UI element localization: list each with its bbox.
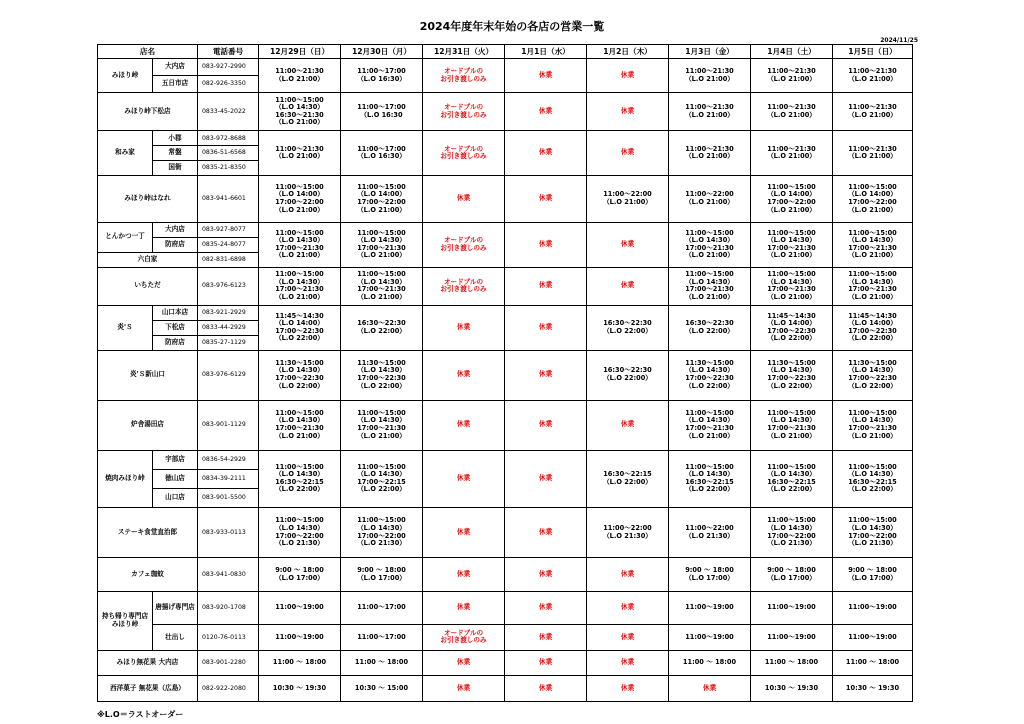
hours-cell: 10:30 ～ 19:30 [751,676,833,702]
store-name: 炉舎湯田店 [98,400,198,450]
hours-cell: 休業 [423,305,505,350]
header-day: 1月4日（土） [751,45,833,59]
hours-cell: 10:30 ～ 19:30 [259,676,341,702]
branch-name: 国衙 [153,161,198,176]
hours-cell: 11:00～17:00 [341,625,423,651]
hours-cell: 9:00 ～ 18:00 （L.O 17:00） [669,558,751,592]
hours-cell: 11:00～17:00 （L.O 16:30） [341,59,423,93]
hours-cell: 11:00～15:00 （L.O 14:30） 17:00～21:30 （L.O 21:00） [341,400,423,450]
branch-name: 大内店 [153,59,198,76]
hours-cell: 11:00～15:00 （L.O 14:30） 17:00～21:30 （L.O 21:00） [259,267,341,305]
hours-cell: 休業 [505,222,587,267]
phone-number: 082-926-3350 [198,76,259,93]
hours-cell: オードブルの お引き渡しのみ [423,222,505,267]
hours-cell: 11:00～19:00 [833,625,913,651]
hours-cell: 11:00～17:00 （L.O 16:30 [341,93,423,131]
branch-name: 五日市店 [153,76,198,93]
table-row [98,592,913,625]
table-row [98,305,913,320]
header-day: 1月5日（日） [833,45,913,59]
hours-cell: 休業 [423,400,505,450]
hours-cell: 11:00～21:30 （L.O 21:00） [833,131,913,176]
hours-cell: 11:45～14:30 （L.O 14:00） 17:00～22:30 （L.O 22:00） [751,305,833,350]
header-day: 12月31日（火） [423,45,505,59]
table-row [98,650,913,676]
branch-name: 防府店 [153,335,198,350]
hours-cell: オードブルの お引き渡しのみ [423,59,505,93]
hours-cell: 11:00～15:00 （L.O 14:30） 16:30～22:15 （L.O 22:00） [669,450,751,507]
table-row [98,558,913,592]
schedule-body [98,59,913,702]
hours-cell: 11:45～14:30 （L.O 14:00） 17:00～22:30 （L.O 22:00） [259,305,341,350]
store-group-name: 焼肉みほり峠 [98,450,153,507]
hours-cell: 休業 [505,59,587,93]
store-name: みほり峠下松店 [98,93,198,131]
hours-cell: 11:00～22:00 （L.O 21:00） [669,176,751,223]
table-row [98,59,913,76]
branch-name: 唐揚げ専門店 [153,592,198,625]
hours-cell: 16:30～22:30 （L.O 22:00） [587,305,669,350]
header-day: 1月2日（木） [587,45,669,59]
phone-number: 083-972-8688 [198,131,259,146]
phone-number: 0835-27-1129 [198,335,259,350]
hours-cell: 休業 [505,450,587,507]
phone-number: 0120-76-0113 [198,625,259,651]
phone-number: 083-941-6601 [198,176,259,223]
store-group-name: 和み家 [98,131,153,176]
hours-cell: 11:00～17:00 （L.O 16:30） [341,131,423,176]
phone-number: 082-831-6898 [198,252,259,267]
hours-cell: 11:00～21:30 （L.O 21:00） [259,131,341,176]
table-row [98,450,913,469]
store-name: 西洋菓子 無花果（広島） [98,676,198,702]
table-row [98,267,913,305]
hours-cell: 11:00～21:30 （L.O 21:00） [833,93,913,131]
phone-number: 083-941-0830 [198,558,259,592]
branch-name: 山口店 [153,488,198,507]
hours-cell: 休業 [505,650,587,676]
store-name: ステーキ食堂直治郎 [98,508,198,558]
hours-cell: 休業 [505,267,587,305]
hours-cell: 11:00～15:00 （L.O 14:30） 17:00～22:00 （L.O 21:30） [259,508,341,558]
hours-cell: 11:00 ～ 18:00 [833,650,913,676]
hours-cell: 11:00～15:00 （L.O 14:30） 17:00～21:30 （L.O 21:00） [341,267,423,305]
hours-cell: 11:00～15:00 （L.O 14:30） 16:30～22:15 （L.O 22:00） [833,450,913,507]
table-row [98,676,913,702]
phone-number: 083-901-2280 [198,650,259,676]
branch-name: 山口本店 [153,305,198,320]
hours-cell: 11:00 ～ 18:00 [669,650,751,676]
hours-cell: 11:00～21:30 （L.O 21:00） [669,131,751,176]
store-group-name: 炎'Ｓ [98,305,153,350]
hours-cell: 休業 [505,625,587,651]
hours-cell: 11:00～21:30 （L.O 21:00） [669,59,751,93]
hours-cell: 9:00 ～ 18:00 （L.O 17:00） [341,558,423,592]
store-name: 炎'Ｓ新山口 [98,350,198,400]
phone-number: 082-922-2080 [198,676,259,702]
branch-name: 宇部店 [153,450,198,469]
hours-cell: 9:00 ～ 18:00 （L.O 17:00） [259,558,341,592]
phone-number: 083-927-2990 [198,59,259,76]
phone-number: 0835-21-8350 [198,161,259,176]
hours-cell: 休業 [669,676,751,702]
table-row [98,176,913,223]
store-group-name: 持ち帰り専門店 みほり峠 [98,592,153,651]
hours-cell: 休業 [587,650,669,676]
hours-cell: 11:00～19:00 [751,592,833,625]
phone-number: 0835-24-8077 [198,237,259,252]
table-row [98,350,913,400]
branch-name: 小郡 [153,131,198,146]
hours-cell: 11:45～14:30 （L.O 14:00） 17:00～22:30 （L.O 22:00） [833,305,913,350]
hours-cell: 11:00～15:00 （L.O 14:30） 17:00～22:00 （L.O 21:30） [751,508,833,558]
hours-cell: 11:00～21:30 （L.O 21:00） [751,59,833,93]
hours-cell: 11:00～15:00 （L.O 14:30） 16:30～22:15 （L.O 22:00） [751,450,833,507]
hours-cell: 16:30～22:30 （L.O 22:00） [341,305,423,350]
hours-cell: 11:00～19:00 [751,625,833,651]
hours-cell: 11:00～17:00 [341,592,423,625]
hours-cell: 11:00～19:00 [259,592,341,625]
store-group-name: みほり峠 [98,59,153,93]
hours-cell: 11:00～19:00 [259,625,341,651]
phone-number: 083-901-5500 [198,488,259,507]
phone-number: 083-976-6123 [198,267,259,305]
hours-cell: 11:00 ～ 18:00 [341,650,423,676]
hours-cell: 11:00～15:00 （L.O 14:30） 17:00～21:30 （L.O 21:00） [751,267,833,305]
hours-cell: 10:30 ～ 15:00 [341,676,423,702]
hours-cell: 休業 [423,508,505,558]
branch-name: 徳山店 [153,469,198,488]
hours-cell: 11:00～21:30 （L.O 21:00） [751,131,833,176]
phone-number: 0833-45-2022 [198,93,259,131]
hours-cell: 休業 [505,400,587,450]
phone-number: 083-927-8077 [198,222,259,237]
hours-cell: 休業 [505,508,587,558]
hours-cell: 11:30～15:00 （L.O 14:30） 17:00～22:30 （L.O 22:00） [341,350,423,400]
store-name: みほり無花果 大内店 [98,650,198,676]
branch-name: 大内店 [153,222,198,237]
phone-number: 083-976-6129 [198,350,259,400]
hours-cell: 休業 [505,558,587,592]
phone-number: 083-921-2929 [198,305,259,320]
header-phone: 電話番号 [198,45,259,59]
hours-cell: 休業 [505,592,587,625]
header-day: 1月3日（金） [669,45,751,59]
hours-cell: 9:00 ～ 18:00 （L.O 17:00） [833,558,913,592]
header-store: 店名 [98,45,198,59]
hours-cell: 休業 [587,131,669,176]
store-group-name: とんかつ一丁 [98,222,153,252]
hours-cell: 休業 [587,625,669,651]
hours-cell: 11:00～15:00 （L.O 14:30） 17:00～21:30 （L.O 21:00） [833,222,913,267]
hours-cell: 9:00 ～ 18:00 （L.O 17:00） [751,558,833,592]
hours-cell: 11:30～15:00 （L.O 14:30） 17:00～22:30 （L.O 22:00） [259,350,341,400]
hours-cell: 休業 [587,59,669,93]
hours-cell: 11:00～15:00 （L.O 14:30） 17:00～21:30 （L.O 21:00） [341,222,423,267]
hours-cell: 休業 [423,592,505,625]
hours-cell: 11:00～21:30 （L.O 21:00） [751,93,833,131]
table-row [98,625,913,651]
branch-name: 下松店 [153,320,198,335]
hours-cell: 休業 [587,676,669,702]
hours-cell: 休業 [587,93,669,131]
hours-cell: 休業 [587,592,669,625]
table-row [98,131,913,146]
hours-cell: 11:00～15:00 （L.O 14:30） 17:00～22:00 （L.O 21:30） [341,508,423,558]
table-row [98,93,913,131]
hours-cell: 11:00 ～ 18:00 [259,650,341,676]
hours-cell: 11:00～15:00 （L.O 14:00） 17:00～22:00 （L.O 21:00） [751,176,833,223]
hours-cell: 11:00～15:00 （L.O 14:30） 17:00～21:30 （L.O 21:00） [259,222,341,267]
hours-cell: 11:00～22:00 （L.O 21:30） [587,508,669,558]
hours-cell: 休業 [423,558,505,592]
hours-cell: 11:00～22:00 （L.O 21:00） [587,176,669,223]
hours-cell: 休業 [423,176,505,223]
hours-cell: 16:30～22:15 （L.O 22:00） [587,450,669,507]
phone-number: 083-933-0113 [198,508,259,558]
store-name: カフェ珈蚊 [98,558,198,592]
hours-cell: 休業 [505,93,587,131]
table-row [98,222,913,237]
hours-cell: 11:00～15:00 （L.O 14:00） 17:00～22:00 （L.O 21:00） [833,176,913,223]
store-name: みほり峠はなれ [98,176,198,223]
header-row [98,45,913,59]
hours-cell: 11:00～15:00 （L.O 14:30） 17:00～21:30 （L.O 21:00） [833,400,913,450]
hours-cell: 休業 [423,650,505,676]
hours-cell: 11:00～19:00 [833,592,913,625]
hours-cell: 16:30～22:30 （L.O 22:00） [669,305,751,350]
phone-number: 083-901-1129 [198,400,259,450]
hours-cell: 11:00～19:00 [669,592,751,625]
hours-cell: オードブルの お引き渡しのみ [423,267,505,305]
hours-cell: 11:00～15:00 （L.O 14:30） 17:00～22:15 （L.O 22:00） [341,450,423,507]
branch-name: 防府店 [153,237,198,252]
hours-cell: 11:00～15:00 （L.O 14:30） 17:00～21:30 （L.O 21:00） [669,267,751,305]
phone-number: 0833-44-2929 [198,320,259,335]
hours-cell: 11:00～15:00 （L.O 14:30） 16:30～22:15 （L.O 22:00） [259,450,341,507]
hours-cell: 休業 [505,176,587,223]
header-day: 12月29日（日） [259,45,341,59]
hours-cell: 休業 [587,558,669,592]
phone-number: 0836-51-6568 [198,146,259,161]
phone-number: 083-920-1708 [198,592,259,625]
hours-cell: 休業 [587,267,669,305]
hours-cell: 休業 [587,400,669,450]
hours-cell: 11:00～15:00 （L.O 14:00） 17:00～22:00 （L.O 21:00） [259,176,341,223]
hours-cell: 休業 [505,676,587,702]
hours-cell: 11:00～15:00 （L.O 14:30） 16:30～21:30 （L.O 21:00） [259,93,341,131]
hours-cell: 11:00～22:00 （L.O 21:30） [669,508,751,558]
hours-cell: 11:00～21:30 （L.O 21:00） [669,93,751,131]
hours-cell: 休業 [423,350,505,400]
header-day: 12月30日（月） [341,45,423,59]
phone-number: 0836-54-2929 [198,450,259,469]
hours-cell: 11:30～15:00 （L.O 14:30） 17:00～22:30 （L.O 22:00） [751,350,833,400]
phone-number: 0834-39-2111 [198,469,259,488]
hours-cell: 休業 [587,222,669,267]
hours-cell: 11:00 ～ 18:00 [751,650,833,676]
hours-cell: 11:00～15:00 （L.O 14:30） 17:00～21:30 （L.O 21:00） [259,400,341,450]
store-name: 六白家 [98,252,198,267]
hours-cell: 11:00～15:00 （L.O 14:30） 17:00～21:30 （L.O 21:00） [669,400,751,450]
table-row [98,508,913,558]
schedule-table [97,44,913,702]
hours-cell: 休業 [423,450,505,507]
hours-cell: 11:00～19:00 [669,625,751,651]
hours-cell: 休業 [505,350,587,400]
store-name: いちただ [98,267,198,305]
hours-cell: 休業 [423,676,505,702]
hours-cell: 11:30～15:00 （L.O 14:30） 17:00～22:30 （L.O 22:00） [669,350,751,400]
hours-cell: 16:30～22:30 （L.O 22:00） [587,350,669,400]
hours-cell: 11:30～15:00 （L.O 14:30） 17:00～22:30 （L.O 22:00） [833,350,913,400]
hours-cell: オードブルの お引き渡しのみ [423,625,505,651]
hours-cell: 11:00～15:00 （L.O 14:30） 17:00～21:30 （L.O 21:00） [669,222,751,267]
hours-cell: 11:00～21:30 （L.O 21:00） [833,59,913,93]
branch-name: 常盤 [153,146,198,161]
hours-cell: 11:00～21:30 （L.O 21:00） [259,59,341,93]
hours-cell: 11:00～15:00 （L.O 14:00） 17:00～22:00 （L.O 21:00） [341,176,423,223]
hours-cell: 11:00～15:00 （L.O 14:30） 17:00～22:00 （L.O 21:30） [833,508,913,558]
hours-cell: 11:00～15:00 （L.O 14:30） 17:00～21:30 （L.O 21:00） [751,400,833,450]
branch-name: 壮出し [153,625,198,651]
hours-cell: 11:00～15:00 （L.O 14:30） 17:00～21:30 （L.O 21:00） [751,222,833,267]
hours-cell: 休業 [505,305,587,350]
table-row [98,400,913,450]
hours-cell: 休業 [505,131,587,176]
hours-cell: オードブルの お引き渡しのみ [423,131,505,176]
header-day: 1月1日（水） [505,45,587,59]
page-title: 2024年度年末年始の各店の営業一覧 [419,20,605,33]
hours-cell: 10:30 ～ 19:30 [833,676,913,702]
footnote: ※L.O＝ラストオーダー [97,710,184,719]
hours-cell: 11:00～15:00 （L.O 14:30） 17:00～21:30 （L.O 21:00） [833,267,913,305]
hours-cell: オードブルの お引き渡しのみ [423,93,505,131]
document-date: 2024/11/25 [880,37,918,44]
